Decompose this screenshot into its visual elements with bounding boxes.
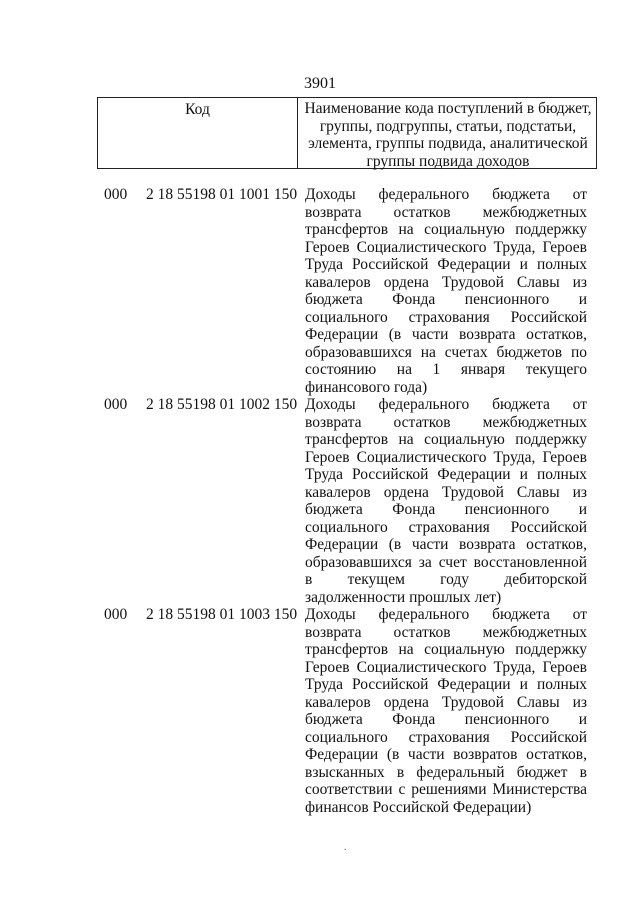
header-code-column: Код bbox=[98, 98, 298, 168]
row-description: Доходы федерального бюджета от возврата остатков межбюджетных трансфертов на социальную поддержку Героев Социалистического Труда, Героев Труда Российской Федерации и полных кавалеров ордена Трудовой Славы из бюджета Фонда пенсионного и социального страхования Российской Федерации (в части возврата остатков, образовавшихся на счетах бюджетов по состоянию на 1 января текущего финансового года) bbox=[305, 186, 587, 396]
table-body bbox=[0, 186, 640, 816]
page-number: 3901 bbox=[304, 75, 336, 92]
table-row bbox=[0, 606, 640, 816]
header-name-column: Наименование кода поступлений в бюджет, группы, подгруппы, статьи, подстатьи, элемента, группы подвида, аналитической группы подвида доходов bbox=[304, 100, 592, 170]
row-income-code: 2 18 55198 01 1001 150 bbox=[146, 186, 298, 203]
table-row bbox=[0, 186, 640, 396]
row-income-code: 2 18 55198 01 1003 150 bbox=[146, 606, 298, 623]
row-admin-code: 000 bbox=[104, 396, 128, 413]
table-header bbox=[97, 97, 597, 169]
row-admin-code: 000 bbox=[104, 186, 128, 203]
row-description: Доходы федерального бюджета от возврата остатков межбюджетных трансфертов на социальную поддержку Героев Социалистического Труда, Героев Труда Российской Федерации и полных кавалеров ордена Трудовой Славы из бюджета Фонда пенсионного и социального страхования Российской Федерации (в части возврата остатков, образовавшихся за счет восстановленной в текущем году дебиторской задолженности прошлых лет) bbox=[305, 396, 587, 606]
scan-artifact-dot: . bbox=[344, 842, 347, 853]
row-description: Доходы федерального бюджета от возврата остатков межбюджетных трансфертов на социальную поддержку Героев Социалистического Труда, Героев Труда Российской Федерации и полных кавалеров ордена Трудовой Славы из бюджета Фонда пенсионного и социального страхования Российской Федерации (в части возвратов остатков, взысканных в федеральный бюджет в соответствии с решениями Министерства финансов Российской Федерации) bbox=[305, 606, 587, 816]
table-row bbox=[0, 396, 640, 606]
row-income-code: 2 18 55198 01 1002 150 bbox=[146, 396, 298, 413]
row-admin-code: 000 bbox=[104, 606, 128, 623]
